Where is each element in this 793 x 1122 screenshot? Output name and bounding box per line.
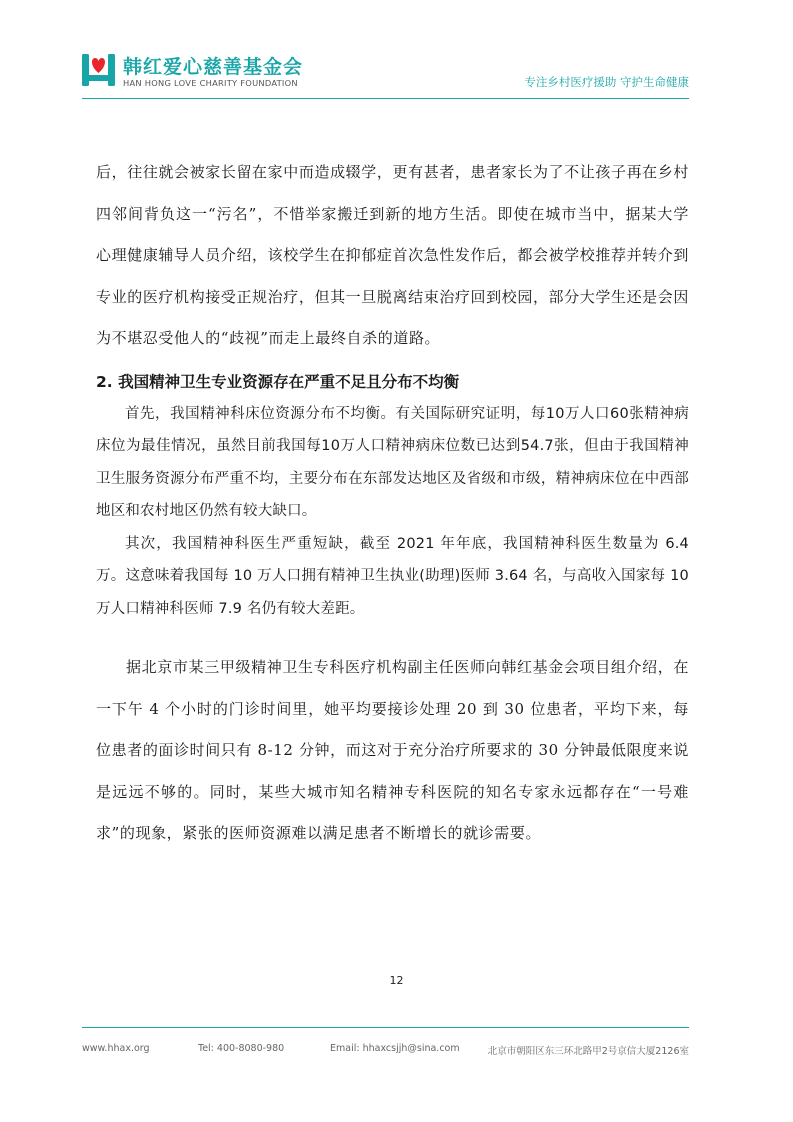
footer-divider xyxy=(82,1027,689,1028)
org-name-en: HAN HONG LOVE CHARITY FOUNDATION xyxy=(123,78,298,88)
org-name-cn: 韩红爱心慈善基金会 xyxy=(123,56,304,78)
footer-website: www.hhax.org xyxy=(82,1043,150,1054)
section-heading: 2. 我国精神卫生专业资源存在严重不足且分布不均衡 xyxy=(96,372,460,391)
page-header xyxy=(0,0,793,100)
han-hong-heart-logo-icon xyxy=(82,54,115,86)
header-divider xyxy=(82,98,689,99)
paragraph-doctors: 其次，我国精神科医生严重短缺，截至 2021 年年底，我国精神科医生数量为 6.4 万。这意味着我国每 10 万人口拥有精神卫生执业(助理)医师 3.64 名，与高收入国家每 10 万人口精神科医师 7.9 名仍有较大差距。 xyxy=(96,535,689,617)
paragraph-continued: 后，往往就会被家长留在家中而造成辍学，更有甚者，患者家长为了不让孩子再在乡村四邻间背负这一“污名”，不惜举家搬迁到新的地方生活。即使在城市当中，据某大学心理健康辅导人员介绍，该校学生在抑郁症首次急性发作后，都会被学校推荐并转介到专业的医疗机构接受正规治疗，但其一旦脱离结束治疗回到校园，部分大学生还是会因为不堪忍受他人的“歧视”而走上最终自杀的道路。 xyxy=(96,163,689,347)
footer-tel: Tel: 400-8080-980 xyxy=(198,1043,285,1054)
header-slogan: 专注乡村医疗援助 守护生命健康 xyxy=(524,75,689,89)
footer-address: 北京市朝阳区东三环北路甲2号京信大厦2126室 xyxy=(487,1046,689,1057)
page-number: 12 xyxy=(389,974,404,987)
document-body xyxy=(96,152,689,855)
footer-email: Email: hhaxcsjjh@sina.com xyxy=(330,1043,460,1054)
paragraph-beds: 首先，我国精神科床位资源分布不均衡。有关国际研究证明，每10万人口60张精神病床位为最佳情况，虽然目前我国每10万人口精神病床位数已达到54.7张，但由于我国精神卫生服务资源分布严重不均，主要分布在东部发达地区及省级和市级，精神病床位在中西部地区和农村地区仍然有较大缺口。 xyxy=(96,405,689,519)
paragraph-beijing: 据北京市某三甲级精神卫生专科医疗机构副主任医师向韩红基金会项目组介绍，在一下午 4 个小时的门诊时间里，她平均要接诊处理 20 到 30 位患者，平均下来，每位患者的面诊时间只有 8-12 分钟，而这对于充分治疗所要求的 30 分钟最低限度来说是远远不够的。同时，某些大城市知名精神专科医院的知名专家永远都存在“一号难求”的现象，紧张的医师资源难以满足患者不断增长的就诊需要。 xyxy=(96,658,689,842)
